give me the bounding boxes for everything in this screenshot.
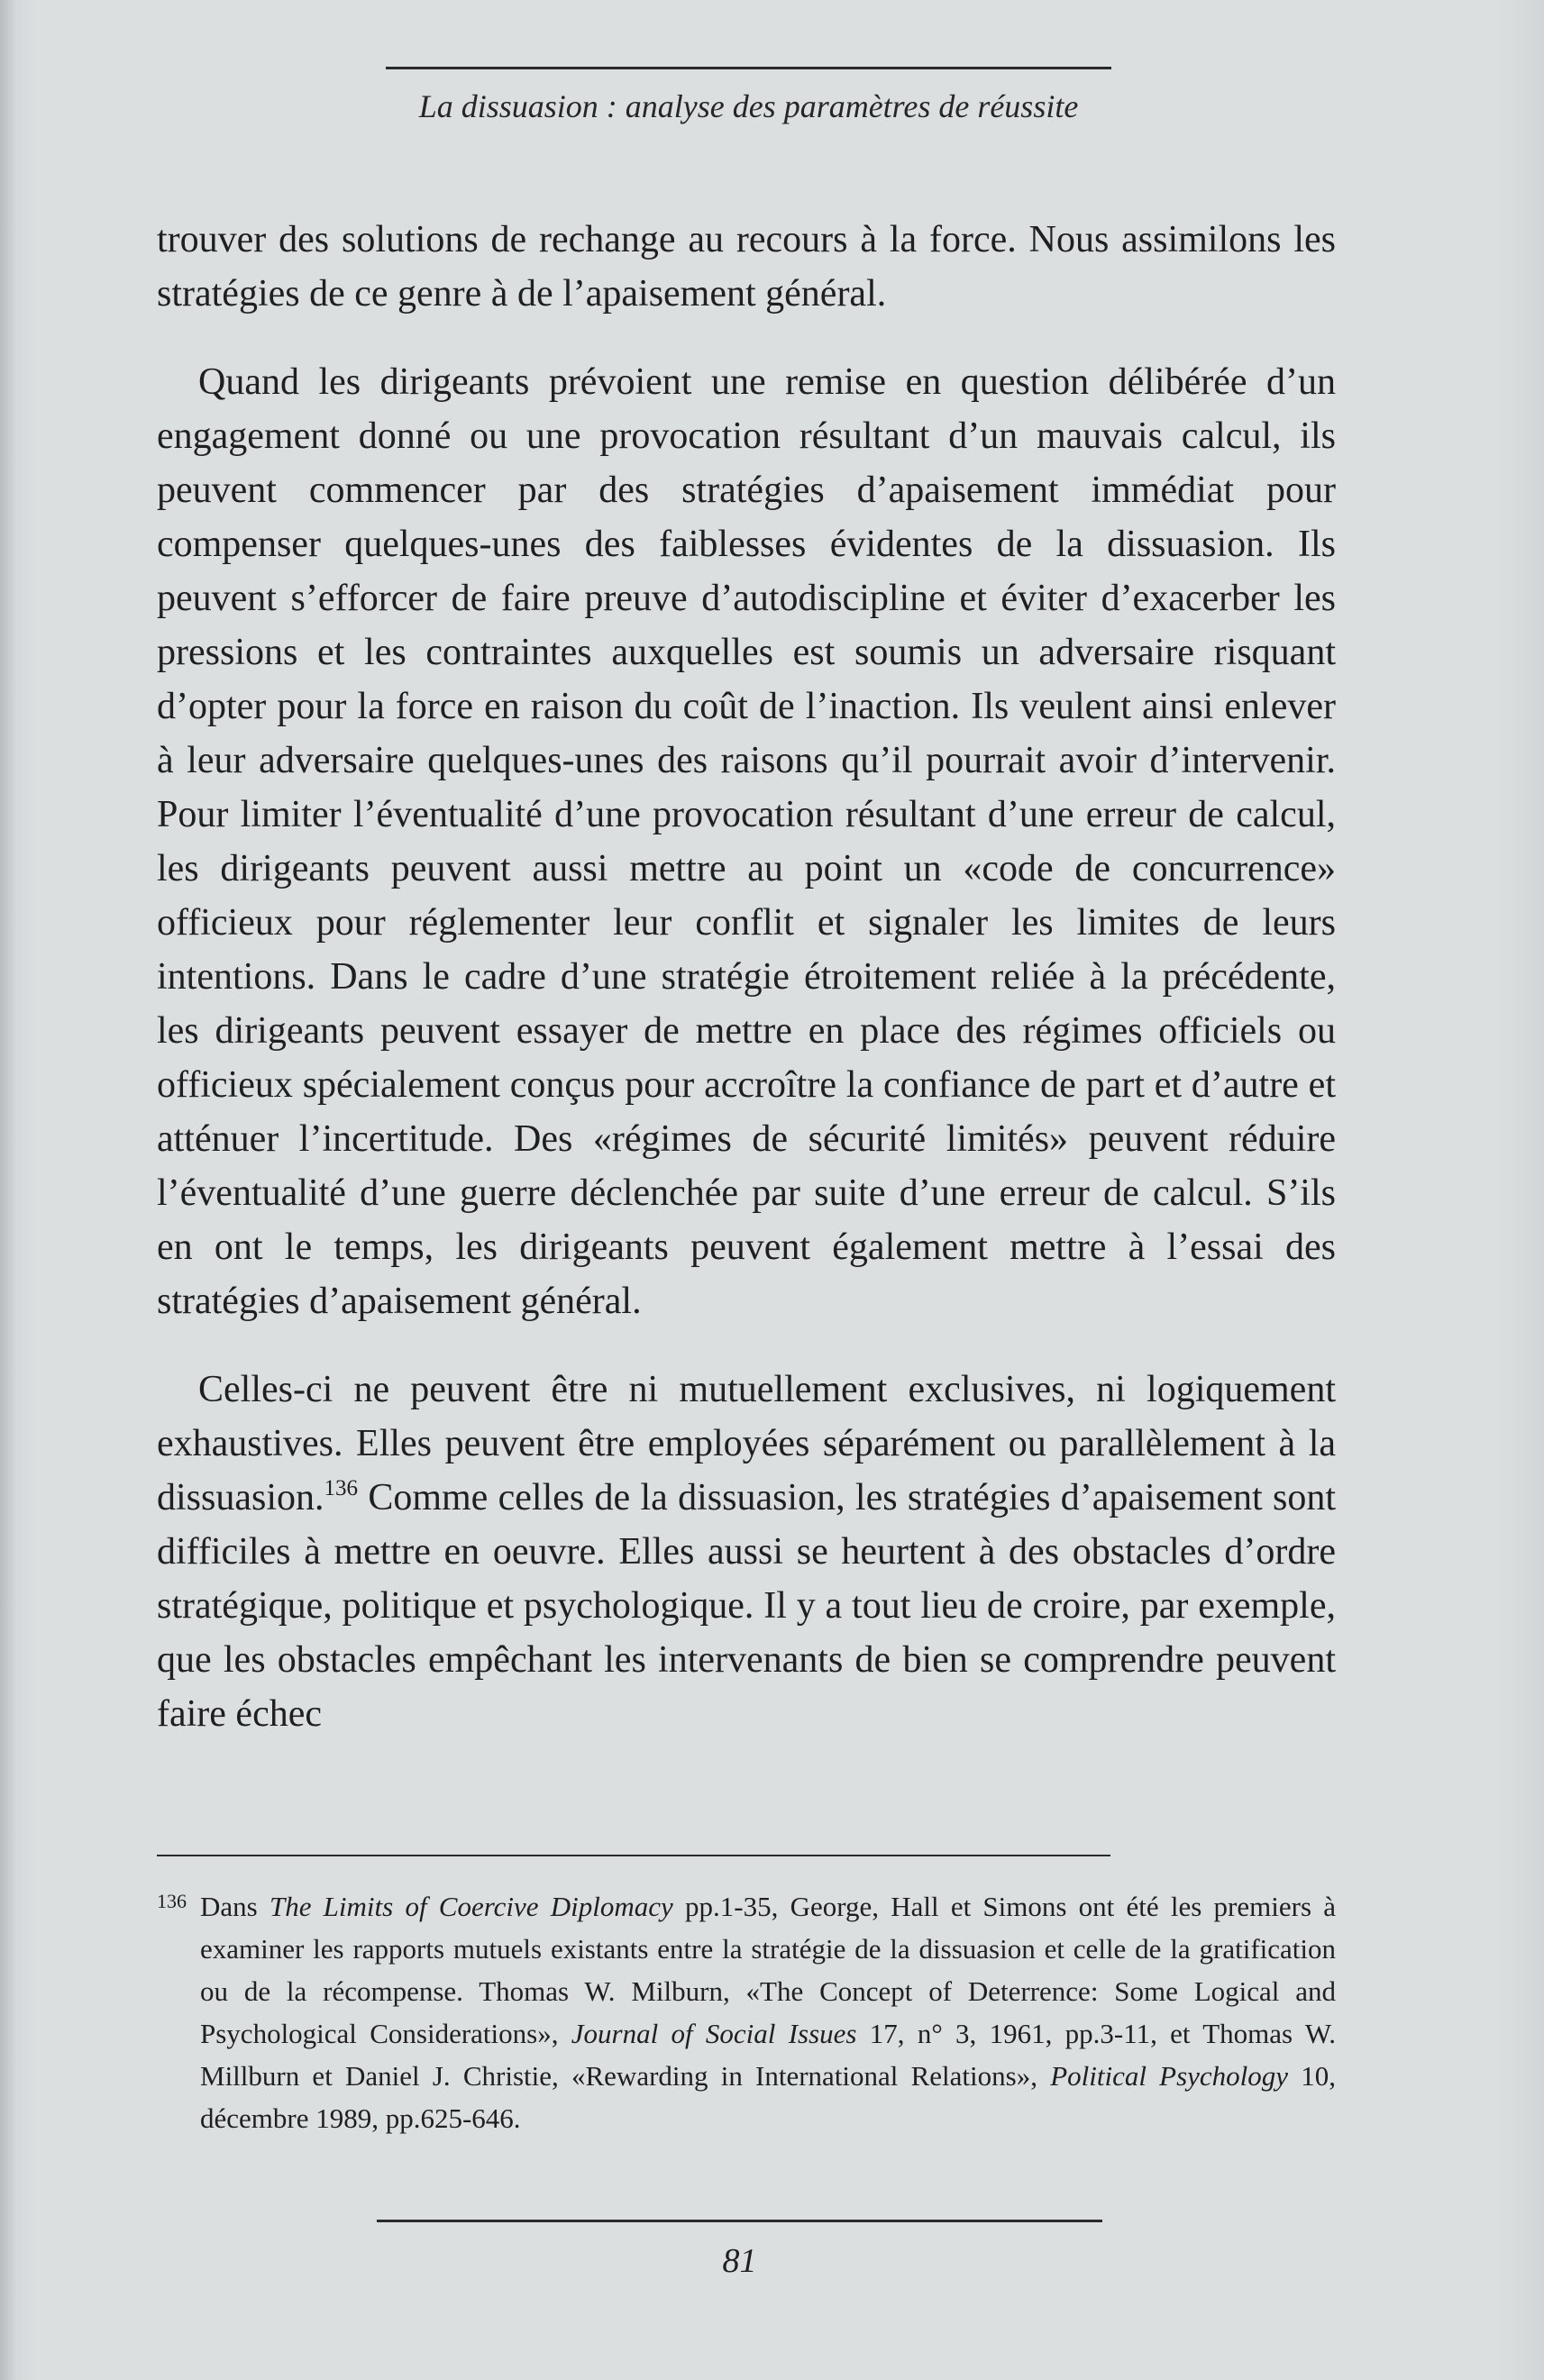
footnote-text-1: Dans [200, 1891, 270, 1922]
footnote-title-2: Journal of Social Issues [571, 2018, 857, 2049]
paragraph-3-text-b: Comme celles de la dissuasion, les stratégies d’apaisement sont difficiles à mettre en oeuvre. Elles aussi se heurtent à des obstacles d’ordre stratégique, politique et psychologique. Il y a tout lieu de croire, par exemple, que les obstacles empêchant les intervenants de bien se comprendre peuvent faire échec [157, 1477, 1336, 1735]
paragraph-3 [157, 1363, 1336, 1741]
footnote-text-4: 10, décembre 1989, pp.625-646. [200, 2060, 1337, 2134]
footnote-text [200, 1885, 1336, 2139]
running-title: La dissuasion : analyse des paramètres de réussite [418, 88, 1079, 124]
footer-rule [377, 2220, 1102, 2222]
footnote-text-2: pp.1-35, George, Hall et Simons ont été les premiers à examiner les rapports mutuels existants entre la stratégie de la dissuasion et celle de la gratification ou de la récompense. Thomas W. Milburn, «The Concept of Deterrence: Some Logical and Psychological Considerations», [200, 1891, 1336, 2049]
paragraph-2: Quand les dirigeants prévoient une remise en question délibérée d’un engagement donné ou une provocation résultant d’un mauvais calcul, ils peuvent commencer par des stratégies d’apaisement immédiat pour compenser quelques-unes des faiblesses évidentes de la dissuasion. Ils peuvent s’efforcer de faire preuve d’autodiscipline et éviter d’exacerber les pressions et les contraintes auxquelles est soumis un adversaire risquant d’opter pour la force en raison du coût de l’inaction. Ils veulent ainsi enlever à leur adversaire quelques-unes des raisons qu’il pourrait avoir d’intervenir. Pour limiter l’éventualité d’une provocation résultant d’une erreur de calcul, les dirigeants peuvent aussi mettre au point un «code de concurrence» officieux pour réglementer leur conflit et signaler les limites de leurs intentions. Dans le cadre d’une stratégie étroitement reliée à la précédente, les dirigeants peuvent essayer de mettre en place des régimes officiels ou officieux spécialement conçus pour accroître la confiance de part et d’autre et atténuer l’incertitude. Des «régimes de sécurité limités» peuvent réduire l’éventualité d’une guerre déclenchée par suite d’une erreur de calcul. S’ils en ont le temps, les dirigeants peuvent également mettre à l’essai des stratégies d’apaisement général. [157, 361, 1336, 1322]
footnote-text-3: 17, n° 3, 1961, pp.3-11, et Thomas W. Millburn et Daniel J. Christie, «Rewarding in International Relations», [200, 2018, 1337, 2092]
main-text [157, 213, 1336, 1775]
page-number: 81 [722, 2242, 757, 2280]
footnote-rule [157, 1855, 1110, 1856]
footnote-reference: 136 [324, 1476, 359, 1500]
paragraph-3-text-a: Celles-ci ne peuvent être ni mutuellement exclusives, ni logiquement exhaustives. Elles peuvent être employées séparément ou parallèlement à la dissuasion. [157, 1369, 1336, 1518]
footnote-136 [157, 1885, 1336, 2139]
footnote-title-1: The Limits of Coercive Diplomacy [269, 1891, 673, 1922]
footnote-number: 136 [157, 1890, 187, 1912]
paragraph-1: trouver des solutions de rechange au recours à la force. Nous assimilons les stratégies de ce genre à de l’apaisement général. [157, 219, 1336, 315]
header-rule [386, 67, 1111, 69]
footnote-title-3: Political Psychology [1050, 2060, 1289, 2092]
